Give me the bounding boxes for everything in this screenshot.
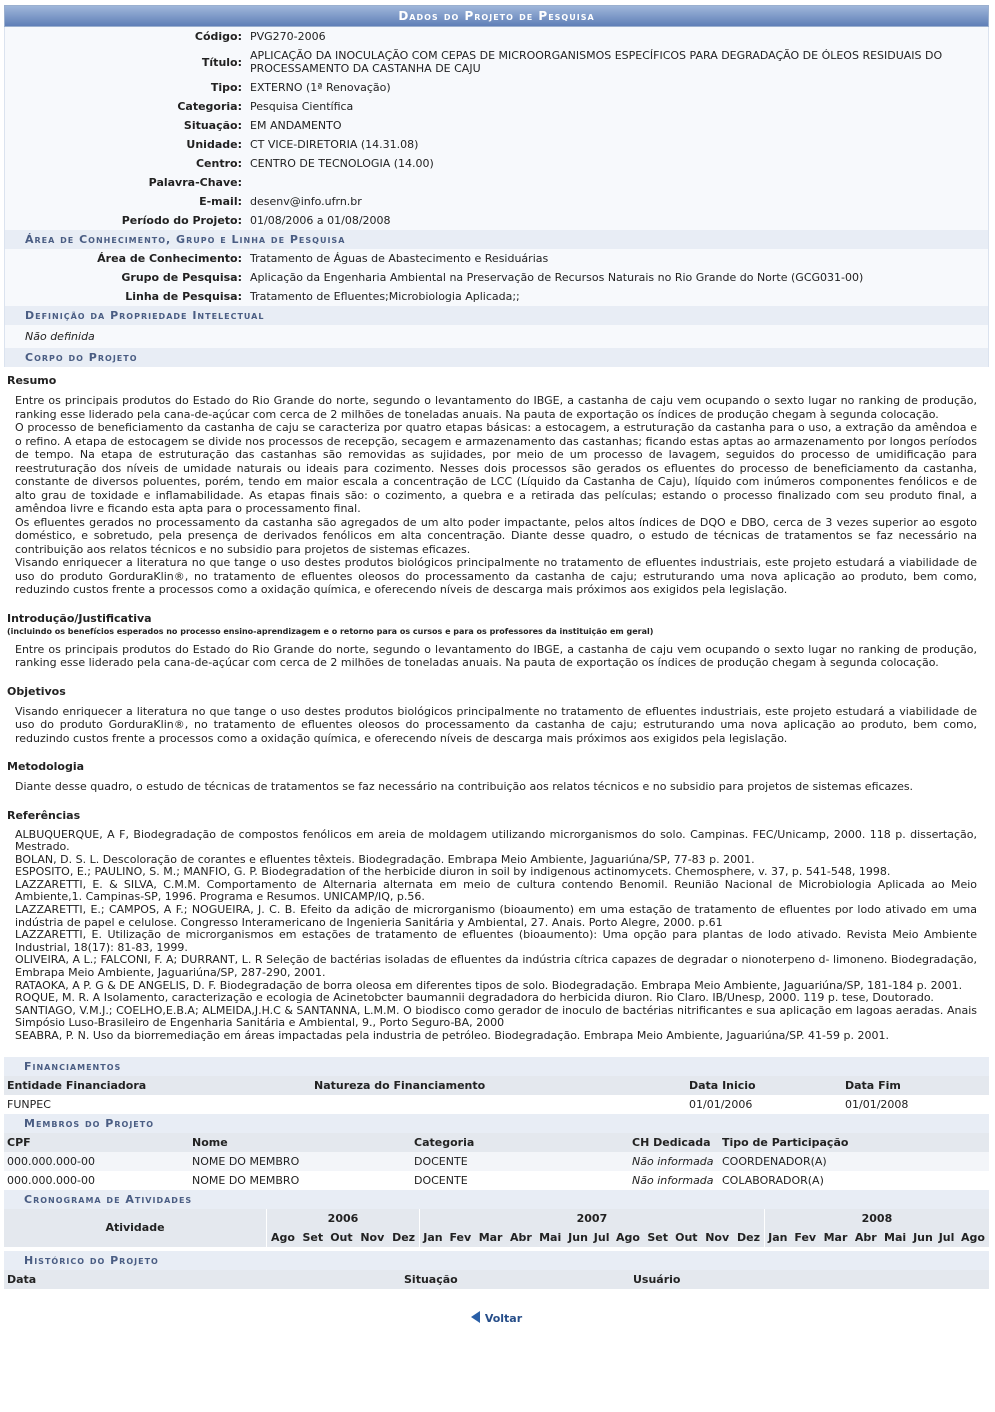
resumo-paragraph: Entre os principais produtos do Estado do Rio Grande do norte, segundo o levantamento do IBGE, a castanha de caju vem ocupando o sexto lugar no ranking de produção, ranking esse liderado pela cana-de-açúcar com cerca de 2 milhões de toneladas anuais. Na pauta de exportação os índices de produção chegam à segunda colocação. [15, 394, 977, 421]
metodologia-title: Metodologia [7, 760, 85, 773]
month-header: Abr [506, 1228, 535, 1247]
project-details-panel [4, 5, 989, 1325]
membro-cell: COORDENADOR(A) [719, 1152, 989, 1171]
month-header: Jan [419, 1228, 445, 1247]
year-header: 2007 [419, 1209, 764, 1228]
intro-text [4, 637, 989, 670]
resumo-title: Resumo [7, 374, 57, 387]
membro-cell: 000.000.000-00 [4, 1152, 189, 1171]
membro-cell: 000.000.000-00 [7, 1173, 95, 1187]
fin-cell [311, 1095, 686, 1114]
area-fields [5, 249, 988, 306]
area-field-value: Aplicação da Engenharia Ambiental na Preservação de Recursos Naturais no Rio Grande do Norte (GCG031-00) [250, 271, 864, 284]
voltar-label: Voltar [484, 1311, 523, 1325]
month-header: Jun [910, 1228, 936, 1247]
month-header: Set [644, 1228, 671, 1247]
field-label: Categoria: [177, 100, 242, 113]
objetivos-title: Objetivos [7, 684, 66, 698]
month-header: Set [299, 1228, 326, 1247]
reference-item: ROQUE, M. R. A Isolamento, caracterização e ecologia de Acinetobcter baumannii degradadora do herbicida diuron. Rio Claro. IB/Unesp, 2000. 119 p. tese, Doutorado. [15, 991, 934, 1005]
reference-item: LAZZARETTI, E. Utilização de microrganismos em estações de tratamento de efluentes (bioaumento): Uma opção para plantas de lodo ativado. Revista Meio Ambiente Industrial, 18(17): 81-83, 1999. [15, 928, 977, 954]
membros-header: CPF [4, 1133, 189, 1152]
voltar-link[interactable] [4, 1311, 989, 1325]
membro-cell: NOME DO MEMBRO [189, 1152, 411, 1171]
reference-item: ALBUQUERQUE, A F, Biodegradação de compostos fenólicos em areia de moldagem utilizando microrganismos do solo. Campinas. FEC/Unicamp, 2000. 118 p. dissertação, Mestrado. [15, 827, 977, 854]
area-field-label: Linha de Pesquisa: [125, 290, 242, 303]
field-value: EM ANDAMENTO [250, 119, 342, 132]
referencias-list [4, 823, 989, 1043]
field-value: APLICAÇÃO DA INOCULAÇÃO COM CEPAS DE MICROORGANISMOS ESPECÍFICOS PARA DEGRADAÇÃO DE ÓLEOS RESIDUAIS DO PROCESSAMENTO DA CASTANHA DE CAJU [250, 49, 943, 75]
field-row [5, 154, 988, 173]
fin-header: Entidade Financiadora [4, 1076, 311, 1095]
field-value: desenv@info.ufrn.br [250, 195, 362, 208]
field-row [5, 27, 988, 46]
field-row [5, 97, 988, 116]
project-fields [5, 27, 988, 230]
reference-item: SEABRA, P. N. Uso da biorremediação em áreas impactadas pela industria de petróleo. Biodegradação. Embrapa Meio Ambiente, Jaguariúna/SP. 41-59 p. 2001. [15, 1029, 889, 1042]
field-row [5, 135, 988, 154]
membros-header: Tipo de Participação [719, 1133, 989, 1152]
month-header: Dez [733, 1228, 764, 1247]
field-value: EXTERNO (1ª Renovação) [250, 81, 391, 94]
month-header: Ago [957, 1228, 989, 1247]
table-row [4, 1095, 989, 1114]
historico-title: Histórico do Projeto [4, 1251, 989, 1270]
month-header: Fev [446, 1228, 475, 1247]
referencias-title: Referências [7, 808, 81, 822]
field-value: CT VICE-DIRETORIA (14.31.08) [250, 138, 419, 151]
month-header: Fev [791, 1228, 820, 1247]
field-label: Palavra-Chave: [148, 176, 242, 189]
field-label: Código: [194, 30, 242, 43]
year-header: 2008 [764, 1209, 989, 1228]
resumo-paragraph: Os efluentes gerados no processamento da castanha são agregados de um alto poder impactante, pelos altos índices de DQO e DBO, cerca de 3 vezes superior ao esgoto doméstico, e sobretudo, pela presença de derivados fenólicos em alta concentração. Diante desse quadro, o estudo de técnicas de tratamentos se faz necessário na contribuição aos relatos técnicos e no subsidio para projetos de sistemas eficazes. [15, 515, 977, 556]
field-value [248, 173, 988, 192]
field-label: Situação: [183, 119, 242, 132]
table-row [4, 1171, 989, 1190]
corpo-section-title: Corpo do Projeto [5, 348, 988, 367]
month-header: Out [671, 1228, 701, 1247]
area-field-value: Tratamento de Efluentes;Microbiologia Aplicada;; [250, 290, 520, 303]
month-header: Ago [612, 1228, 644, 1247]
propriedade-value: Não definida [25, 330, 95, 343]
cronograma-title: Cronograma de Atividades [4, 1190, 989, 1209]
objetivos-text [4, 699, 989, 746]
month-header: Ago [267, 1228, 300, 1247]
area-field-row [5, 287, 988, 306]
field-row [5, 46, 988, 78]
reference-item: BOLAN, D. S. L. Descoloração de corantes e efluentes têxteis. Biodegradação. Embrapa Meio Ambiente, Jaguariúna/SP, 77-83 p. 2001. [15, 852, 755, 866]
month-header: Nov [701, 1228, 733, 1247]
membros-title: Membros do Projeto [4, 1114, 989, 1133]
financiamentos-table [4, 1076, 989, 1114]
intro-paragraph: Entre os principais produtos do Estado do Rio Grande do norte, segundo o levantamento do IBGE, a castanha de caju vem ocupando o sexto lugar no ranking de produção, ranking esse liderado pela cana-de-açúcar com cerca de 2 milhões de toneladas anuais. Na pauta de exportação os índices de produção chegam à segunda colocação. [15, 642, 977, 669]
month-header: Dez [388, 1228, 419, 1247]
field-value: PVG270-2006 [250, 30, 326, 43]
chevron-left-icon [471, 1311, 480, 1323]
reference-item: LAZZARETTI, E. & SILVA, C.M.M. Comportamento de Alternaria alternata em meio de cultura contendo Benomil. Reunião Nacional de Microbiologia Aplicada ao Meio Ambiente,1. Campinas-SP, 1996. Programa e Resumos. UNICAMP/IQ, p.56. [15, 877, 977, 904]
historico-header: Usuário [630, 1270, 989, 1289]
area-section-title: Área de Conhecimento, Grupo e Linha de Pesquisa [5, 230, 988, 249]
membro-cell: NOME DO MEMBRO [192, 1173, 300, 1187]
reference-item: LAZZARETTI, E.; CAMPOS, A F.; NOGUEIRA, J. C. B. Efeito da adição de microrganismo (bioaumento) em uma estação de tratamento de efluentes por lodo ativado em uma indústria de papel e celulose. Congresso Interamericano de Ingenieria Sanitária y Ambiental, 27. Anais. Porto Alegre, 2000. p.61 [15, 903, 977, 929]
field-row [5, 173, 988, 192]
corpo-content [4, 373, 989, 1043]
table-row [4, 1152, 989, 1171]
membro-cell: Não informada [629, 1152, 719, 1171]
field-row [5, 211, 988, 230]
month-header: Mar [475, 1228, 507, 1247]
reference-item: RATAOKA, A P. G & DE ANGELIS, D. F. Biodegradação de borra oleosa em diferentes tipos de solo. Biodegradação. Embrapa Meio Ambiente, Jaguariúna/SP, 181-184 p. 2001. [15, 978, 963, 992]
area-field-row [5, 268, 988, 287]
fin-header: Data Fim [842, 1076, 989, 1095]
month-header: Nov [356, 1228, 388, 1247]
field-row [5, 192, 988, 211]
membro-cell: DOCENTE [414, 1173, 468, 1187]
historico-header: Situação [401, 1270, 630, 1289]
field-row [5, 78, 988, 97]
month-header: Mar [820, 1228, 852, 1247]
month-header: Jul [936, 1228, 957, 1247]
month-header: Jul [591, 1228, 612, 1247]
field-row [5, 116, 988, 135]
fin-header: Data Inicio [686, 1076, 842, 1095]
field-label: Unidade: [186, 138, 242, 151]
field-label: Período do Projeto: [121, 214, 242, 227]
metodologia-paragraph: Diante desse quadro, o estudo de técnicas de tratamentos se faz necessário na contribuição aos relatos técnicos e no subsidio para projetos de sistemas eficazes. [15, 780, 914, 793]
membro-cell: DOCENTE [411, 1152, 629, 1171]
field-value: CENTRO DE TECNOLOGIA (14.00) [250, 157, 434, 170]
field-label: Centro: [195, 157, 242, 170]
resumo-paragraph: O processo de beneficiamento da castanha de caju se caracteriza por quatro etapas básicas: a estocagem, a estruturação da castanha para o uso, a extração da amêndoa e o refino. A etapa de estocagem se divide nos processos de recepção, secagem e armazenamento das castanhas; ficando estas aptas ao armazenamento por longos períodos de tempo. Na etapa de estruturação das castanhas são removidas as sujidades, por meio de um processo de lavagem, seguidos do processo de umidificação para reestruturação dos níveis de umidade naturais ou ideais para cozimento. Nesses dois processos são gerados os efluentes do processo de beneficiamento da castanha, constante de diversos poluentes, porém, tendo em maior escala a concentração de LCC (Líquido da Castanha de Caju), líquido com inúmeros componentes fenólicos e de alto grau de toxidade e inflamabilidade. As etapas finais são: o cozimento, a quebra e a retirada das películas; estando o processo finalizado com seu produto final, a amêndoa livre e ficando esta apta para o processamento final. [15, 421, 977, 515]
fin-cell: 01/01/2008 [845, 1097, 909, 1111]
resumo-text [4, 388, 989, 597]
project-info [4, 27, 989, 367]
month-header: Abr [851, 1228, 880, 1247]
area-field-label: Grupo de Pesquisa: [121, 271, 242, 284]
field-label: Título: [201, 55, 242, 69]
month-header: Jun [565, 1228, 591, 1247]
propriedade-section-title: Definição da Propriedade Intelectual [5, 306, 988, 325]
historico-header: Data [4, 1270, 401, 1289]
reference-item: OLIVEIRA, A L.; FALCONI, F. A; DURRANT, L. R Seleção de bactérias isoladas de efluentes da indústria cítrica capazes de degradar o nionoterpeno d- limoneno. Biodegradação, Embrapa Meio Ambiente, Jaguariúna/SP, 287-290, 2001. [15, 953, 977, 980]
reference-item: ESPOSITO, E.; PAULINO, S. M.; MANFIO, G. P. Biodegradation of the herbicide diuron in soil by indigenous actinomycets. Chemosphere, v. 37, p. 541-548, 1998. [15, 865, 891, 879]
financiamentos-title: Financiamentos [4, 1057, 989, 1076]
membros-header: Nome [189, 1133, 411, 1152]
cronograma-table [4, 1209, 989, 1247]
historico-table [4, 1270, 989, 1289]
field-label: E-mail: [199, 195, 242, 208]
field-value: Pesquisa Científica [250, 100, 354, 113]
month-header: Out [327, 1228, 357, 1247]
panel-caption: Dados do Projeto de Pesquisa [4, 5, 989, 27]
fin-header: Natureza do Financiamento [311, 1076, 686, 1095]
membros-header: CH Dedicada [629, 1133, 719, 1152]
field-value: 01/08/2006 a 01/08/2008 [250, 214, 391, 227]
metodologia-text [4, 774, 989, 794]
membro-cell: COLABORADOR(A) [722, 1173, 824, 1187]
fin-cell: 01/01/2006 [689, 1097, 753, 1111]
field-label: Tipo: [210, 81, 242, 94]
year-header: 2006 [267, 1209, 420, 1228]
intro-note: (incluindo os benefícios esperados no processo ensino-aprendizagem e o retorno para os cursos e para os professores da instituição em geral) [7, 626, 654, 636]
area-field-row [5, 249, 988, 268]
month-header: Mai [880, 1228, 909, 1247]
month-header: Jan [764, 1228, 790, 1247]
area-field-value: Tratamento de Águas de Abastecimento e Residuárias [250, 252, 549, 265]
objetivos-paragraph: Visando enriquecer a literatura no que tange o uso destes produtos biológicos principalmente no tratamento de efluentes industriais, este projeto estudará a viabilidade de uso do produto GorduraKlin®, no tratamento de efluentes oleosos do processamento da castanha de caju; estruturando uma nova aplicação ao produto, bem como, reduzindo custos frente a processos como a oxidação química, e oferecendo níveis de descarga mais próximos aos exigidos pela legislação. [15, 704, 977, 745]
reference-item: SANTIAGO, V.M.J.; COELHO,E.B.A; ALMEIDA,J.H.C & SANTANNA, L.M.M. O biodisco como gerador de inoculo de bactérias nitrificantes e sua aplicação em lagoas aeradas. Anais Simpósio Luso-Brasileiro de Engenharia Sanitária e Ambiental, 9., Porto Seguro-BA, 2000 [15, 1003, 977, 1030]
intro-title: Introdução/Justificativa [7, 611, 152, 625]
fin-cell: FUNPEC [7, 1097, 51, 1111]
month-header: Mai [535, 1228, 564, 1247]
membro-cell: Não informada [632, 1173, 714, 1187]
area-field-label: Área de Conhecimento: [97, 252, 242, 265]
membros-table [4, 1133, 989, 1190]
atividade-header: Atividade [4, 1209, 267, 1247]
resumo-paragraph: Visando enriquecer a literatura no que tange o uso destes produtos biológicos principalmente no tratamento de efluentes industriais, este projeto estudará a viabilidade de uso do produto GorduraKlin®, no tratamento de efluentes oleosos do processamento da castanha de caju; estruturando uma nova aplicação ao produto, bem como, reduzindo custos frente a processos como a oxidação química, e oferecendo níveis de descarga mais próximos aos exigidos pela legislação. [15, 556, 977, 596]
membros-header: Categoria [411, 1133, 629, 1152]
